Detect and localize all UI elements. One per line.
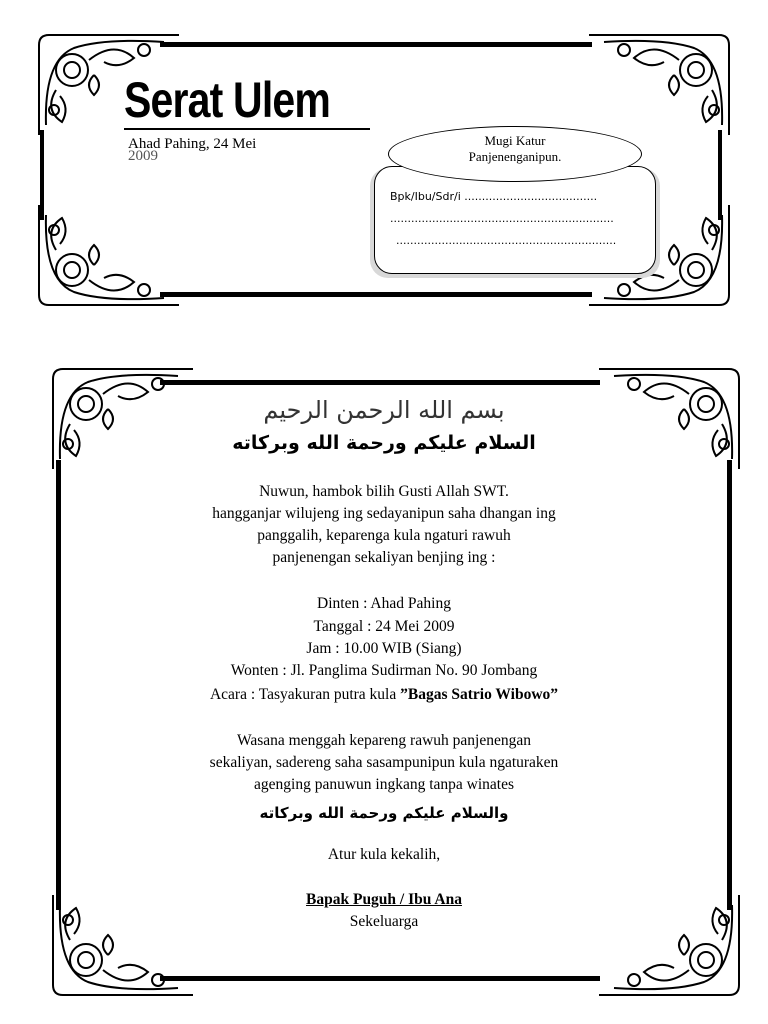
intro-line-4: panjenengan sekaliyan benjing ing : [272, 549, 496, 566]
acara-label: Acara : Tasyakuran putra kula [209, 686, 401, 703]
family-label [0, 911, 768, 930]
detail-dinten: Dinten : Ahad Pahing [317, 595, 451, 612]
closing-line-2: sekaliyan, sadereng saha sasampunipun kula ngaturaken [209, 754, 559, 771]
atur-kula: Atur kula kekalih, [327, 846, 441, 863]
recipient-header-line1: Mugi Katur [484, 133, 546, 148]
child-name: ”Bagas Satrio Wibowo” [400, 686, 559, 703]
letter-frame-bottom [160, 976, 600, 981]
family-text: Sekeluarga [349, 913, 419, 930]
card-frame-bottom [160, 292, 592, 297]
floral-corner-icon [34, 200, 184, 310]
detail-wonten: Wonten : Jl. Panglima Sudirman No. 90 Jombang [230, 662, 538, 679]
address-line-1: Bpk/Ibu/Sdr/i ...................................... [390, 190, 598, 203]
salam-closing: والسلام عليكم ورحمة الله وبركاته [259, 804, 509, 822]
letter-frame-top [160, 380, 600, 385]
intro-line-3: panggalih, keparenga kula ngaturi rawuh [257, 527, 511, 544]
detail-acara [0, 684, 768, 706]
signature-name: Bapak Puguh / Ibu Ana [306, 891, 462, 908]
card-frame-top [160, 42, 592, 47]
address-line-3: ............................................................... [396, 234, 617, 247]
floral-corner-icon [584, 30, 734, 140]
intro-line-1: Nuwun, hambok bilih Gusti Allah SWT. [259, 483, 509, 500]
closing-line-3: agenging panuwun ingkang tanpa winates [254, 776, 514, 793]
card-date: Ahad Pahing, 24 Mei [128, 136, 257, 152]
title-underline [124, 128, 370, 130]
closing-line-1: Wasana menggah kepareng rawuh panjenengan [237, 732, 531, 749]
card-title: Serat Ulem [124, 72, 331, 128]
salam-opening: السلام عليكم ورحمة الله وبركاته [232, 432, 536, 454]
address-line-2: ................................................................ [390, 212, 614, 225]
detail-jam: Jam : 10.00 WIB (Siang) [306, 640, 462, 657]
intro-line-2: hangganjar wilujeng ing sedayanipun saha dhangan ing [212, 505, 556, 522]
detail-tanggal: Tanggal : 24 Mei 2009 [313, 618, 455, 635]
recipient-header [388, 126, 642, 182]
basmalah-calligraphy: بسم الله الرحمن الرحيم [263, 396, 505, 424]
card-date-year-clipped: 2009 [128, 148, 158, 164]
recipient-header-line2: Panjenenganipun. [468, 149, 562, 164]
